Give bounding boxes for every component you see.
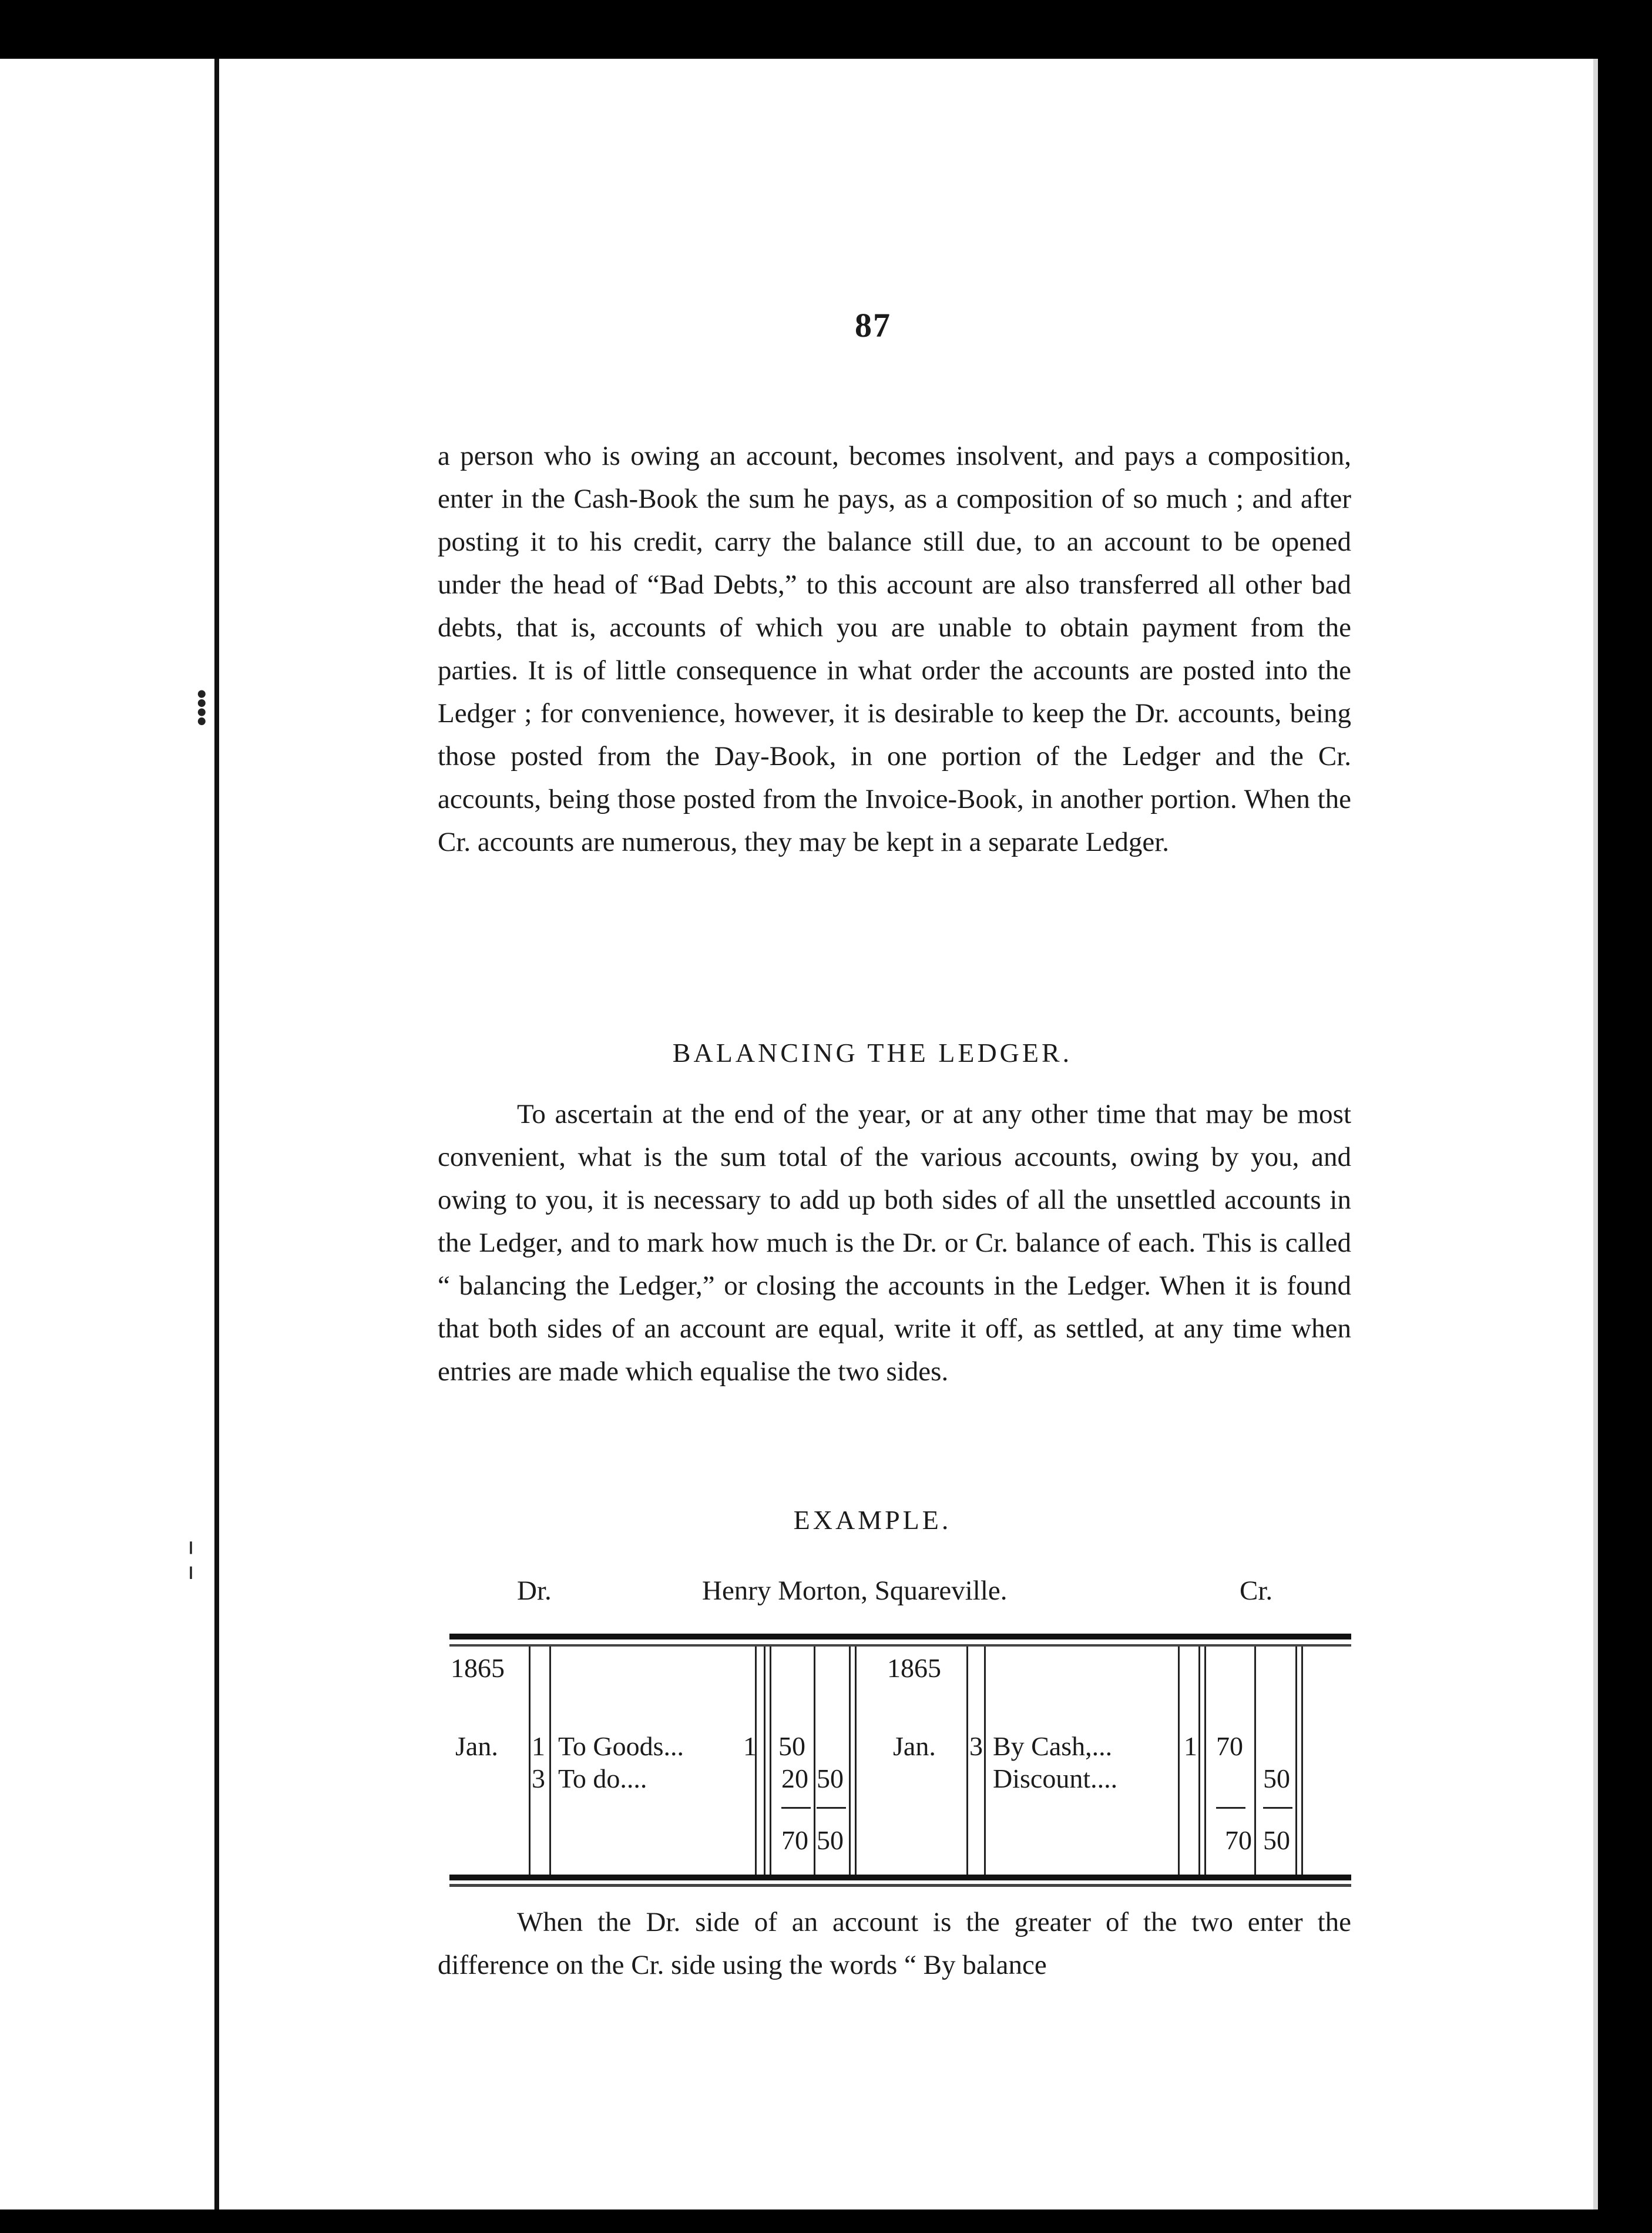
column-rule bbox=[1204, 1647, 1206, 1875]
debit-day-1: 1 bbox=[532, 1731, 545, 1761]
column-rule bbox=[849, 1647, 851, 1875]
credit-entry-1: By Cash,... bbox=[993, 1731, 1113, 1761]
column-rule bbox=[764, 1647, 765, 1875]
ledger-cr-label: Cr. bbox=[1240, 1575, 1273, 1606]
debit-total-dollars: 70 bbox=[781, 1825, 808, 1855]
debit-folio: 1 bbox=[743, 1731, 757, 1761]
column-rule bbox=[966, 1647, 968, 1875]
debit-amount-1: 50 bbox=[778, 1731, 805, 1761]
debit-year: 1865 bbox=[451, 1653, 505, 1683]
ledger-bottom-rule bbox=[449, 1875, 1351, 1880]
column-rule bbox=[1198, 1647, 1200, 1875]
credit-day: 3 bbox=[969, 1731, 983, 1761]
ledger-top-rule bbox=[449, 1634, 1351, 1639]
debit-day-2: 3 bbox=[532, 1763, 545, 1793]
column-rule bbox=[549, 1647, 551, 1875]
ledger-top-rule bbox=[449, 1644, 1351, 1647]
book-page bbox=[0, 59, 1598, 2209]
column-rule bbox=[1254, 1647, 1256, 1875]
binding-mark: ¦ bbox=[187, 1534, 196, 1580]
ledger-bottom-rule bbox=[449, 1884, 1351, 1887]
credit-total-cents: 50 bbox=[1263, 1825, 1290, 1855]
column-rule bbox=[984, 1647, 986, 1875]
column-rule bbox=[1301, 1647, 1303, 1875]
debit-entry-1: To Goods... bbox=[558, 1731, 684, 1761]
credit-cents-2: 50 bbox=[1263, 1763, 1290, 1793]
sum-rule bbox=[1263, 1807, 1292, 1809]
sum-rule bbox=[781, 1807, 811, 1809]
credit-entry-2: Discount.... bbox=[993, 1763, 1118, 1793]
ledger-dr-label: Dr. bbox=[517, 1575, 552, 1606]
paragraph-bad-debts: a person who is owing an account, becomes insolvent, and pays a composition, enter in the Cash-Book the sum he pays, as a composition of so much ; and after posting it to his credit, carry the balance still due, to an account to be opened under the head of “Bad Debts,” to this account are also transferred all other bad debts, that is, accounts of which you are unable to obtain payment from the parties. It is of little consequence in what order the accounts are posted into the Ledger ; for convenience, however, it is desirable to keep the Dr. accounts, being those posted from the Day-Book, in one portion of the Ledger and the Cr. accounts, being those posted from the Invoice-Book, in another portion. When the Cr. accounts are numerous, they may be kept in a separate Ledger. bbox=[438, 441, 1351, 857]
column-rule bbox=[855, 1647, 857, 1875]
section-heading: BALANCING THE LEDGER. bbox=[672, 1038, 1073, 1068]
ledger-account-name: Henry Morton, Squareville. bbox=[702, 1575, 1008, 1606]
credit-amount-1: 70 bbox=[1216, 1731, 1243, 1761]
sum-rule bbox=[1216, 1807, 1245, 1809]
debit-entry-2: To do.... bbox=[558, 1763, 647, 1793]
column-rule bbox=[814, 1647, 815, 1875]
credit-year: 1865 bbox=[887, 1653, 941, 1683]
page-edge bbox=[1593, 59, 1598, 2209]
page-number: 87 bbox=[855, 306, 891, 344]
paragraph-balancing: To ascertain at the end of the year, or at any other time that may be most convenient, what is the sum total of the various accounts, owing by you, and owing to you, it is necessary to add up both sides of all the unsettled accounts in the Ledger, and to mark how much is the Dr. or Cr. balance of each. This is called “ balancing the Ledger,” or closing the accounts in the Ledger. When it is found that both sides of an account are equal, write it off, as settled, at any time when entries are made which equalise the two sides. bbox=[438, 1099, 1351, 1387]
paragraph-dr-balance: When the Dr. side of an account is the greater of the two enter the difference on the Cr. side using the words “ By balance bbox=[438, 1907, 1351, 1980]
debit-amount-2: 20 bbox=[781, 1763, 808, 1793]
column-rule bbox=[1295, 1647, 1297, 1875]
credit-folio: 1 bbox=[1184, 1731, 1197, 1761]
debit-total-cents: 50 bbox=[817, 1825, 844, 1855]
debit-cents-2: 50 bbox=[817, 1763, 844, 1793]
binding-mark: ⁞ bbox=[194, 682, 210, 734]
credit-month: Jan. bbox=[893, 1731, 936, 1761]
example-heading: EXAMPLE. bbox=[793, 1505, 952, 1535]
credit-total-dollars: 70 bbox=[1225, 1825, 1252, 1855]
column-rule bbox=[770, 1647, 771, 1875]
facing-blank-page bbox=[0, 59, 219, 2209]
column-rule bbox=[1178, 1647, 1180, 1875]
ledger-example-table bbox=[449, 1634, 1351, 1892]
column-rule bbox=[529, 1647, 530, 1875]
debit-month: Jan. bbox=[455, 1731, 498, 1761]
sum-rule bbox=[817, 1807, 846, 1809]
